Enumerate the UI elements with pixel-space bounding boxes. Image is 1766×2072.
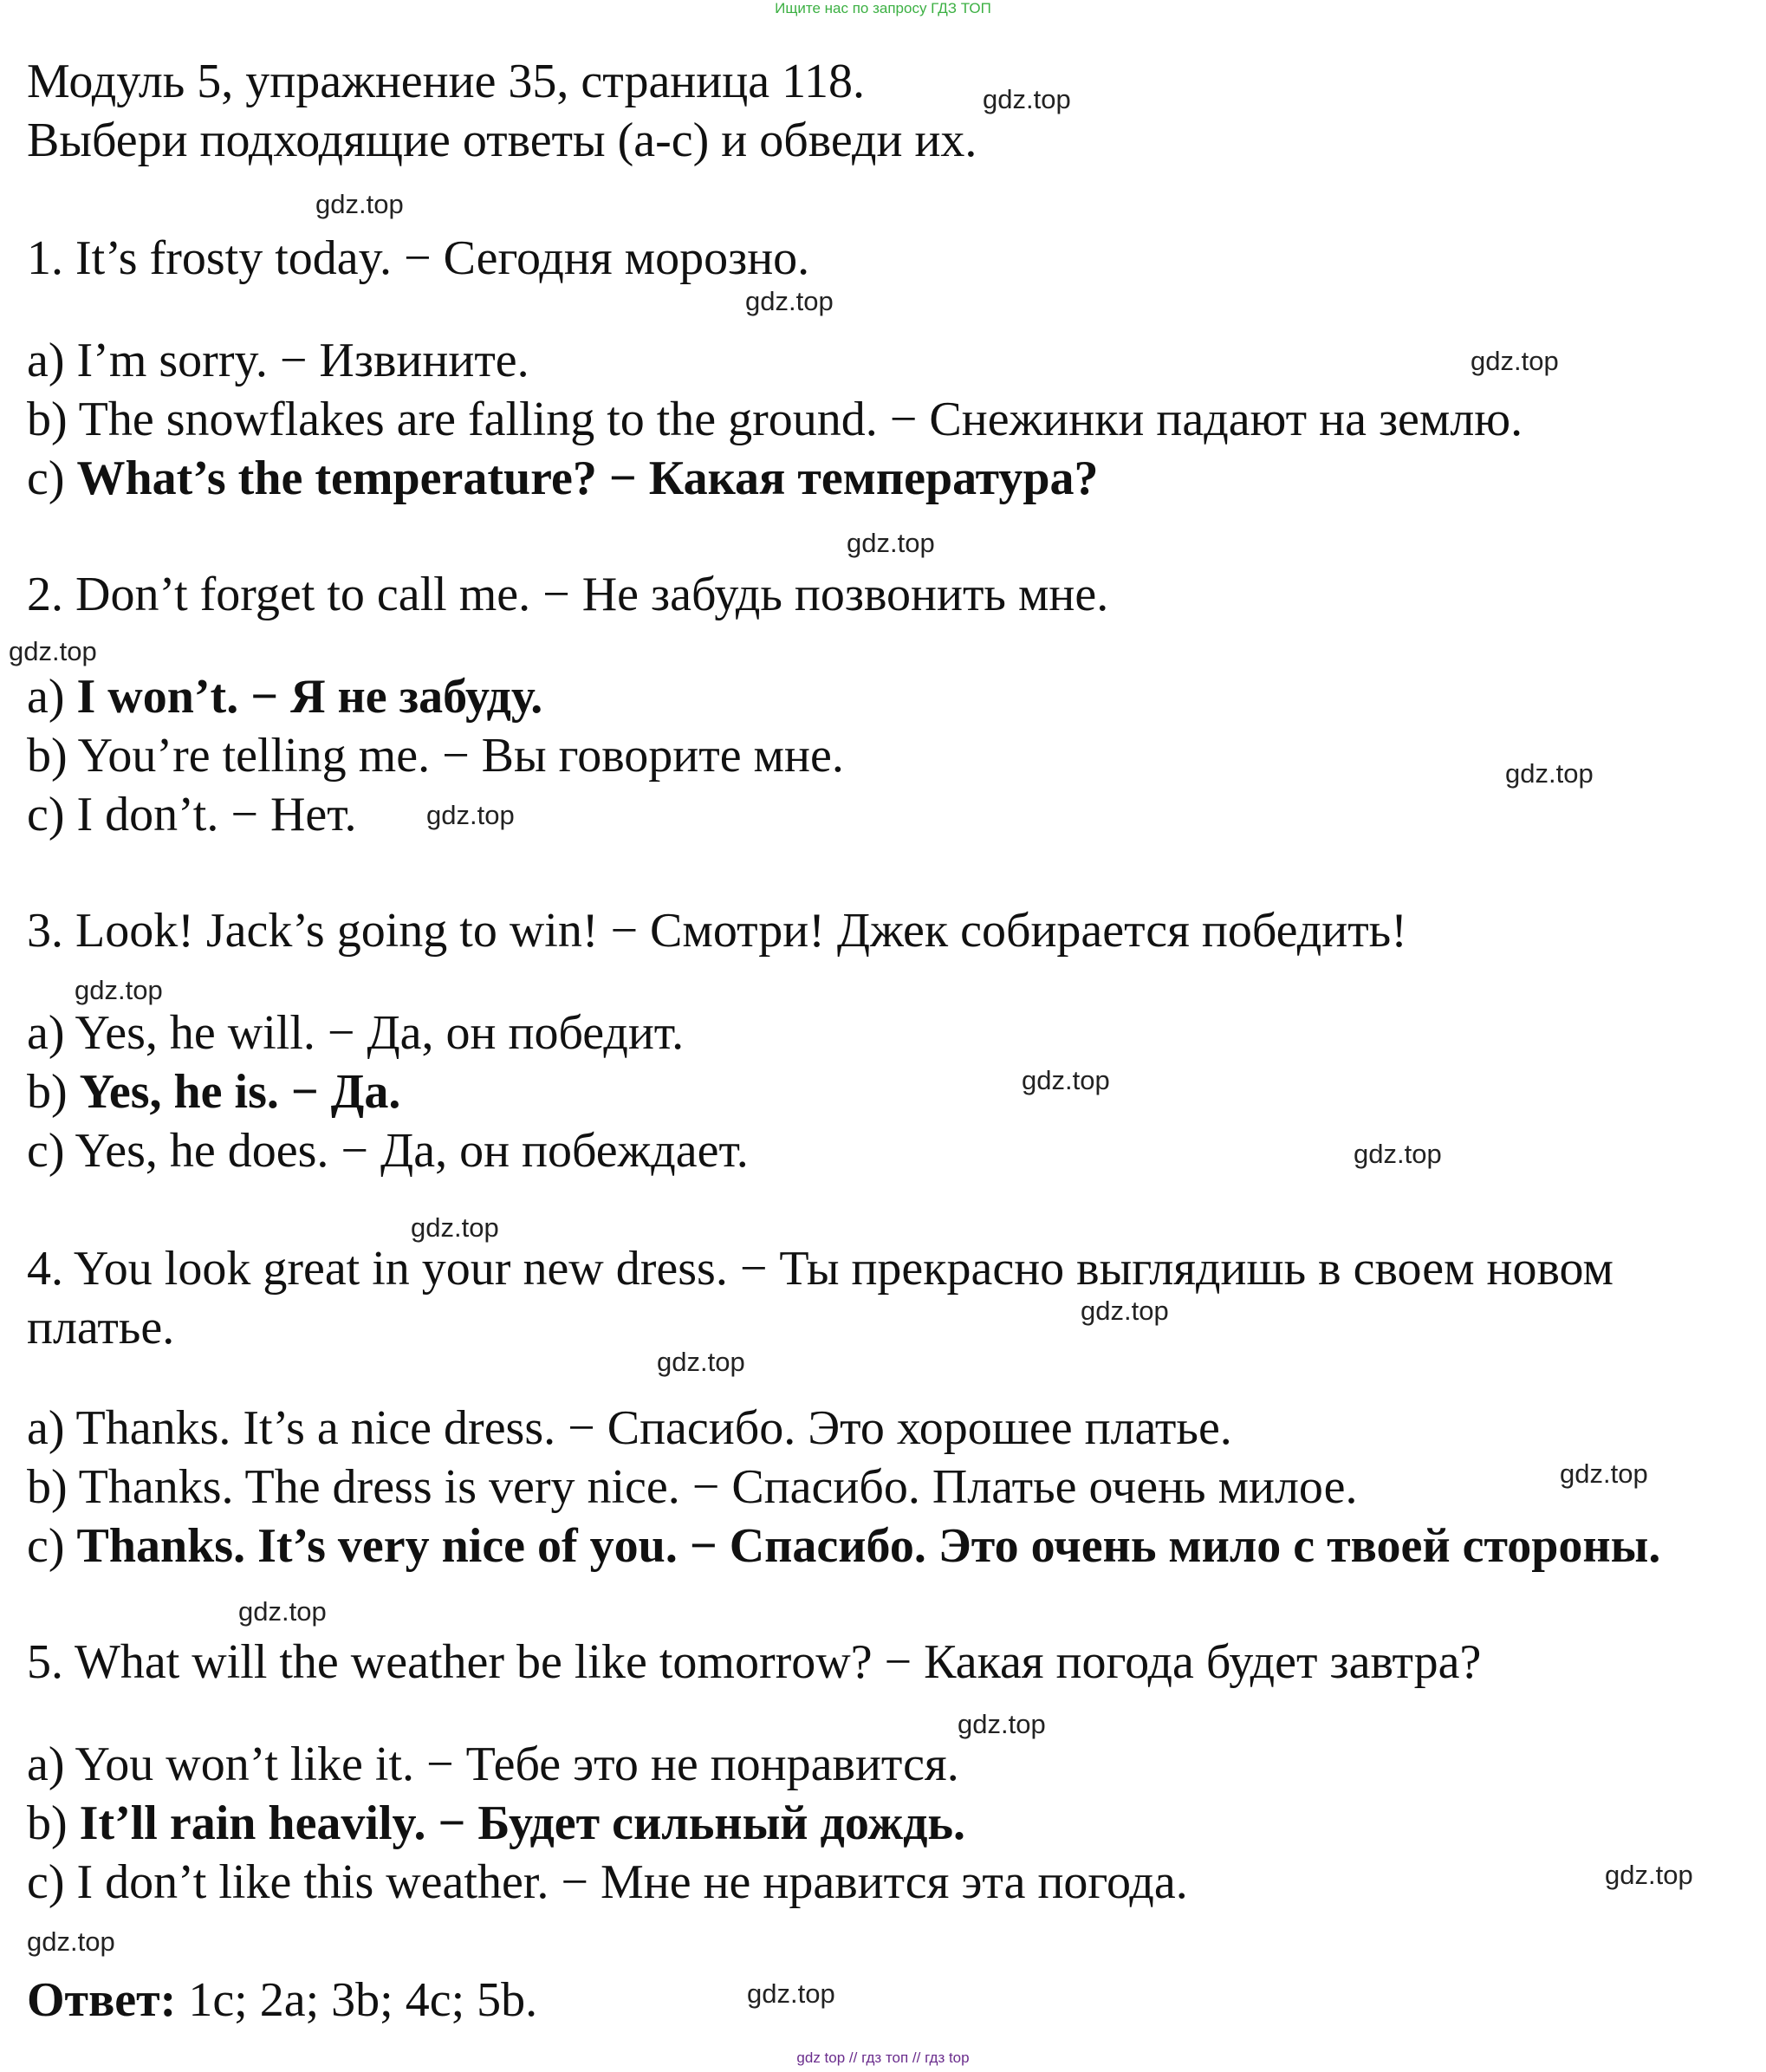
question-1-option-a <box>27 333 529 388</box>
option-letter: b) <box>27 1796 80 1850</box>
watermark: gdz.top <box>238 1596 327 1627</box>
option-letter: b) <box>27 1460 79 1514</box>
footer-links[interactable]: gdz top // гдз топ // гдз top <box>796 2049 970 2066</box>
watermark: gdz.top <box>983 84 1071 114</box>
watermark: gdz.top <box>426 800 515 830</box>
option-letter: c) <box>27 1519 77 1573</box>
option-text: Yes, he does. − Да, он побеждает. <box>75 1124 749 1178</box>
answer-label: Ответ: <box>27 1973 177 2027</box>
option-letter: b) <box>27 1065 80 1119</box>
question-3-prompt: 3. Look! Jack’s going to win! − Смотри! Джек собирается победить! <box>27 904 1407 958</box>
option-text: You’re telling me. − Вы говорите мне. <box>77 729 844 783</box>
correct-answer-text: Thanks. It’s very nice of you. − Спасибо. Это очень мило с твоей стороны. <box>76 1519 1661 1573</box>
watermark: gdz.top <box>1081 1296 1169 1326</box>
question-4-option-c-correct <box>27 1518 1660 1574</box>
watermark: gdz.top <box>1505 758 1594 789</box>
question-3-option-c <box>27 1123 749 1179</box>
watermark: gdz.top <box>958 1709 1046 1739</box>
watermark: gdz.top <box>745 286 834 316</box>
correct-answer-text: What’s the temperature? − Какая температура? <box>76 451 1099 505</box>
watermark: gdz.top <box>315 189 404 219</box>
option-text: Yes, he will. − Да, он победит. <box>75 1006 685 1060</box>
option-letter: a) <box>27 1737 75 1791</box>
watermark: gdz.top <box>847 528 935 558</box>
option-letter: a) <box>27 1006 75 1060</box>
option-text: Thanks. The dress is very nice. − Спасибо. Платье очень милое. <box>78 1460 1358 1514</box>
question-1-option-c-correct <box>27 451 1099 506</box>
option-letter: a) <box>27 334 77 387</box>
question-5-prompt: 5. What will the weather be like tomorrow? − Какая погода будет завтра? <box>27 1635 1482 1689</box>
watermark: gdz.top <box>9 636 97 666</box>
option-letter: c) <box>27 1124 75 1178</box>
watermark: gdz.top <box>1471 346 1559 376</box>
correct-answer-text: Yes, he is. − Да. <box>79 1065 401 1119</box>
option-text: Thanks. It’s a nice dress. − Спасибо. Это хорошее платье. <box>75 1401 1232 1455</box>
question-2-option-b <box>27 728 844 783</box>
option-text: You won’t like it. − Тебе это не понравится. <box>75 1737 959 1791</box>
question-3-option-b-correct <box>27 1064 400 1120</box>
option-letter: b) <box>27 729 78 783</box>
question-4-option-a <box>27 1400 1232 1456</box>
option-text: I’m sorry. − Извините. <box>76 334 529 387</box>
watermark: gdz.top <box>1605 1860 1693 1890</box>
option-letter: c) <box>27 788 77 841</box>
question-4-option-b <box>27 1459 1357 1515</box>
option-text: I don’t like this weather. − Мне не нравится эта погода. <box>76 1855 1188 1909</box>
question-4-prompt-line-1: 4. You look great in your new dress. − Ты прекрасно выглядишь в своем новом <box>27 1242 1613 1296</box>
question-3-option-a <box>27 1005 684 1061</box>
question-5-option-a <box>27 1737 959 1792</box>
page-title: Модуль 5, упражнение 35, страница 118. <box>27 55 865 108</box>
watermark: gdz.top <box>747 1978 835 2009</box>
question-1-option-b <box>27 392 1523 447</box>
question-2-option-a-correct <box>27 669 542 724</box>
top-banner[interactable]: Ищите нас по запросу ГДЗ ТОП <box>775 0 991 16</box>
question-5-option-b-correct <box>27 1796 965 1851</box>
watermark: gdz.top <box>75 975 163 1005</box>
answer-line <box>27 1972 537 2028</box>
watermark: gdz.top <box>411 1212 499 1243</box>
option-text: The snowflakes are falling to the ground. − Снежинки падают на землю. <box>78 393 1523 446</box>
option-letter: a) <box>27 1401 76 1455</box>
option-letter: b) <box>27 393 79 446</box>
watermark: gdz.top <box>1022 1065 1110 1095</box>
answer-value: 1c; 2a; 3b; 4c; 5b. <box>176 1973 538 2027</box>
question-1-prompt: 1. It’s frosty today. − Сегодня морозно. <box>27 231 810 285</box>
watermark: gdz.top <box>657 1347 745 1377</box>
option-text: I don’t. − Нет. <box>76 788 357 841</box>
option-letter: a) <box>27 670 77 724</box>
watermark: gdz.top <box>1560 1458 1648 1489</box>
correct-answer-text: It’ll rain heavily. − Будет сильный дождь. <box>79 1796 966 1850</box>
question-2-prompt: 2. Don’t forget to call me. − Не забудь позвонить мне. <box>27 568 1109 621</box>
instruction: Выбери подходящие ответы (a-c) и обведи их. <box>27 114 977 167</box>
watermark: gdz.top <box>1354 1139 1442 1169</box>
option-letter: c) <box>27 451 77 505</box>
question-5-option-c <box>27 1854 1188 1910</box>
option-letter: c) <box>27 1855 77 1909</box>
watermark: gdz.top <box>27 1926 115 1957</box>
question-4-prompt-line-2: платье. <box>27 1301 175 1354</box>
correct-answer-text: I won’t. − Я не забуду. <box>76 670 543 724</box>
question-2-option-c <box>27 787 357 842</box>
